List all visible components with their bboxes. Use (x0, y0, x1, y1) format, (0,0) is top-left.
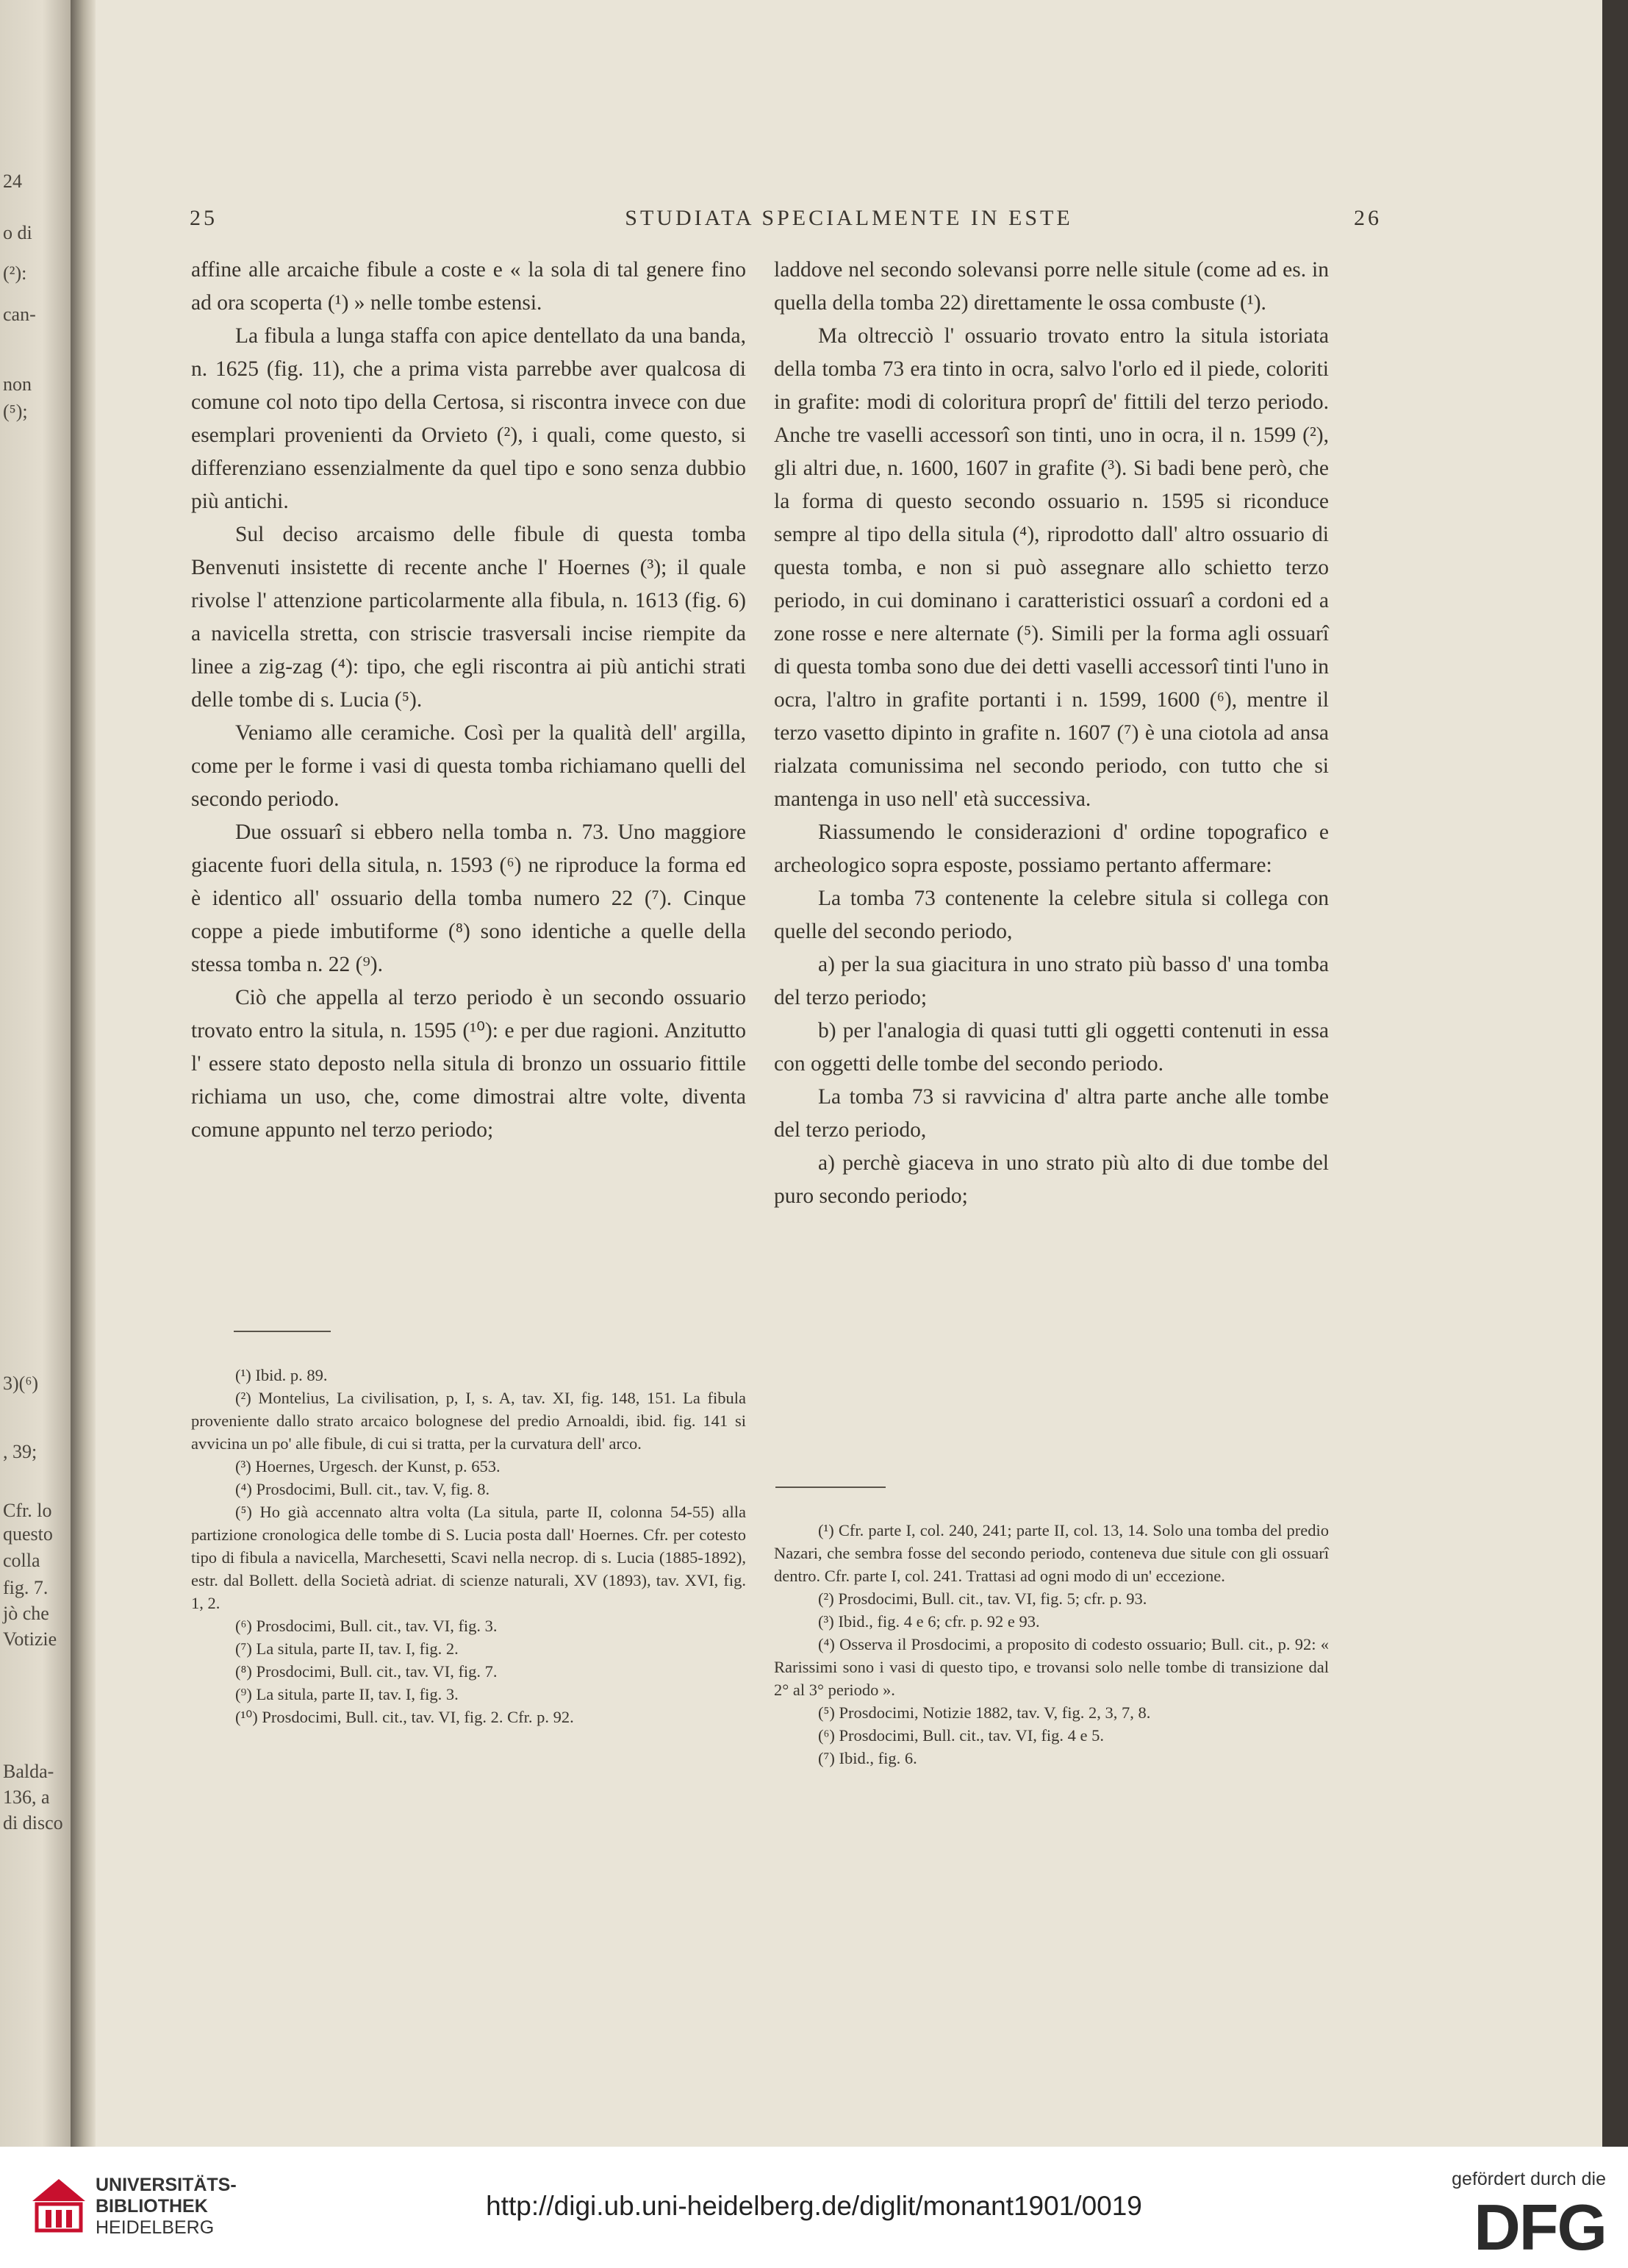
prev-page-fragment: (²): (3, 262, 27, 284)
paragraph: b) per l'analogia di quasi tutti gli oggetti contenuti in essa con oggetti delle tombe del secondo periodo. (774, 1019, 1329, 1076)
left-page-number: 25 (190, 206, 218, 230)
library-name-line: HEIDELBERG (96, 2217, 215, 2238)
prev-page-fragment: , 39; (3, 1441, 37, 1462)
library-name-line: UNIVERSITÄTS- (96, 2175, 237, 2195)
footnote-separator (775, 1487, 886, 1488)
sponsor-caption: gefördert durch die (1452, 2169, 1606, 2189)
prev-page-fragment: 3)(⁶) (3, 1373, 39, 1394)
paragraph: La fibula a lunga staffa con apice dentellato da una banda, n. 1625 (fig. 11), che a prima vista parrebbe aver qualcosa di comune col noto tipo della Certosa, si riscontra invece con due esemplari provenienti da Orvieto (²), i quali, come questo, si differenziano essenzialmente da quel tipo e sono senza dubbio più antichi. (191, 324, 746, 513)
footnote: (⁸) Prosdocimi, Bull. cit., tav. VI, fig. 7. (235, 1662, 498, 1681)
footnote: (⁶) Prosdocimi, Bull. cit., tav. VI, fig. 3. (235, 1617, 498, 1635)
footnote: (⁷) La situla, parte II, tav. I, fig. 2. (235, 1639, 459, 1658)
prev-page-fragment: Votizie (3, 1628, 57, 1650)
prev-page-fragment: Balda- (3, 1761, 54, 1782)
right-footnotes (774, 1519, 1329, 1770)
footnote: (⁵) Ho già accennato altra volta (La situla, parte II, colonna 54-55) alla partizione cronologica delle tombe di S. Lucia posta dall' Hoernes. Cfr. per cotesto tipo di fibula a navicella, Marchesetti, Scavi nella necrop. di s. Lucia (1885-1892), estr. dal Bollett. della Società adriat. di scienze naturali, XV (1893), tav. XVI, fig. 1, 2. (191, 1503, 746, 1612)
scan-border (1602, 0, 1628, 2147)
footnote: (¹) Ibid. p. 89. (235, 1366, 328, 1384)
paragraph: Riassumendo le considerazioni d' ordine topografico e archeologico sopra esposte, possiamo pertanto affermare: (774, 820, 1329, 877)
prev-page-fragment: jò che (3, 1603, 49, 1624)
book-page (96, 0, 1602, 2147)
footnote: (¹⁰) Prosdocimi, Bull. cit., tav. VI, fig. 2. Cfr. p. 92. (235, 1708, 574, 1726)
footnote: (⁹) La situla, parte II, tav. I, fig. 3. (235, 1685, 459, 1703)
dfg-logo: DFG (1474, 2191, 1606, 2264)
paragraph: a) perchè giaceva in uno strato più alto di due tombe del puro secondo periodo; (774, 1151, 1329, 1208)
prev-page-fragment: Cfr. lo (3, 1500, 52, 1521)
right-column (774, 254, 1329, 1213)
footer-bar (0, 2147, 1628, 2268)
prev-page-fragment: non (3, 373, 32, 395)
footnote: (⁴) Prosdocimi, Bull. cit., tav. V, fig. 8. (235, 1480, 490, 1498)
paragraph: La tomba 73 contenente la celebre situla si collega con quelle del secondo periodo, (774, 887, 1329, 943)
footnote: (²) Montelius, La civilisation, p, I, s. A, tav. XI, fig. 148, 151. La fibula proveniente dallo strato arcaico bolognese del predio Arnoaldi, ibid. fig. 141 si avvicina un po' alle fibule, di cui si tratta, per la curvatura dell' arco. (191, 1389, 746, 1453)
footnote: (⁷) Ibid., fig. 6. (818, 1749, 917, 1767)
permalink-url[interactable]: http://digi.ub.uni-heidelberg.de/diglit/monant1901/0019 (486, 2191, 1142, 2221)
running-title: STUDIATA SPECIALMENTE IN ESTE (625, 206, 1073, 230)
paragraph: Ma oltrecciò l' ossuario trovato entro la situla istoriata della tomba 73 era tinto in ocra, salvo l'orlo ed il piede, coloriti in grafite: modi di coloritura proprî de' fittili del terzo periodo. Anche tre vaselli accessorî son tinti, uno in ocra, il n. 1599 (²), gli altri due, n. 1600, 1607 in grafite (³). Si badi bene però, che la forma di questo secondo ossuario n. 1595 si riconduce sempre al tipo della situla (⁴), riprodotto dall' altro ossuario di questa tomba, e non si può assegnare allo schietto terzo periodo, in cui dominano i caratteristici ossuarî a cordoni ed a zone rosse e nere alternate (⁵). Simili per la forma agli ossuarî di questa tomba sono due dei detti vaselli accessorî tinti l'uno in ocra, l'altro in grafite portanti i n. 1599, 1600 (⁶), mentre il terzo vasetto dipinto in grafite n. 1607 (⁷) è una ciotola ad ansa rialzata comunissima nel secondo periodo, con tutto che si mantenga in uso nell' età successiva. (774, 324, 1329, 811)
paragraph: a) per la sua giacitura in uno strato più basso d' una tomba del terzo periodo; (774, 953, 1329, 1009)
prev-page-fragment: fig. 7. (3, 1577, 49, 1598)
footnote: (⁴) Osserva il Prosdocimi, a proposito di codesto ossuario; Bull. cit., p. 92: « Rarissimi sono i vasi di questo tipo, e trovansi solo nelle tombe di transizione dal 2° al 3° periodo ». (774, 1635, 1329, 1699)
footnote-separator (234, 1331, 331, 1332)
paragraph: Veniamo alle ceramiche. Così per la qualità dell' argilla, come per le forme i vasi di questa tomba richiamano quelli del secondo periodo. (191, 721, 746, 811)
previous-page-edge (0, 0, 71, 2147)
library-name-line: BIBLIOTHEK (96, 2196, 208, 2217)
left-column (191, 254, 746, 1147)
right-page-number: 26 (1354, 206, 1382, 230)
footnote: (⁶) Prosdocimi, Bull. cit., tav. VI, fig. 4 e 5. (818, 1726, 1105, 1745)
footnote: (⁵) Prosdocimi, Notizie 1882, tav. V, fig. 2, 3, 7, 8. (818, 1703, 1151, 1722)
footnote: (¹) Cfr. parte I, col. 240, 241; parte II, col. 13, 14. Solo una tomba del predio Nazari, che sembra fosse del secondo periodo, conteneva due situle con gli ossuarî dentro. Cfr. parte I, col. 241. Trattasi ad ogni modo di un' eccezione. (774, 1521, 1329, 1585)
prev-page-fragment: (⁵); (3, 401, 28, 422)
paragraph: La tomba 73 si ravvicina d' altra parte anche alle tombe del terzo periodo, (774, 1085, 1329, 1142)
book-gutter (71, 0, 96, 2147)
prev-page-fragment: di disco (3, 1812, 63, 1834)
footnote: (³) Hoernes, Urgesch. der Kunst, p. 653. (235, 1457, 501, 1475)
prev-page-fragment: 24 (3, 171, 22, 192)
paragraph: Sul deciso arcaismo delle fibule di questa tomba Benvenuti insistette di recente anche l' Hoernes (³); il quale rivolse l' attenzione particolarmente alla fibula, n. 1613 (fig. 6) a navicella stretta, con striscie trasversali incise riempite da linee a zig-zag (⁴): tipo, che egli riscontra ai più antichi strati delle tombe di s. Lucia (⁵). (191, 523, 746, 712)
prev-page-fragment: questo (3, 1523, 53, 1545)
footnote: (²) Prosdocimi, Bull. cit., tav. VI, fig. 5; cfr. p. 93. (818, 1589, 1147, 1608)
paragraph: Due ossuarî si ebbero nella tomba n. 73. Uno maggiore giacente fuori della situla, n. 1593 (⁶) ne riproduce la forma ed è identico all' ossuario della tomba numero 22 (⁷). Cinque coppe a piede imbutiforme (⁸) sono identiche a quelle della stessa tomba n. 22 (⁹). (191, 820, 746, 976)
paragraph: Ciò che appella al terzo periodo è un secondo ossuario trovato entro la situla, n. 1595 (¹⁰): e per due ragioni. Anzitutto l' essere stato deposto nella situla di bronzo un ossuario fittile richiama un uso, che, come dimostrai altre volte, diventa comune appunto nel terzo periodo; (191, 986, 746, 1142)
footnote: (³) Ibid., fig. 4 e 6; cfr. p. 92 e 93. (818, 1612, 1040, 1631)
prev-page-fragment: colla (3, 1550, 40, 1571)
prev-page-fragment: can- (3, 304, 36, 325)
prev-page-fragment: o di (3, 222, 32, 243)
paragraph: affine alle arcaiche fibule a coste e « la sola di tal genere fino ad ora scoperta (¹) » nelle tombe estensi. (191, 258, 746, 315)
prev-page-fragment: 136, a (3, 1786, 50, 1808)
paragraph: laddove nel secondo solevansi porre nelle situle (come ad es. in quella della tomba 22) direttamente le ossa combuste (¹). (774, 258, 1329, 315)
left-footnotes (191, 1364, 746, 1728)
